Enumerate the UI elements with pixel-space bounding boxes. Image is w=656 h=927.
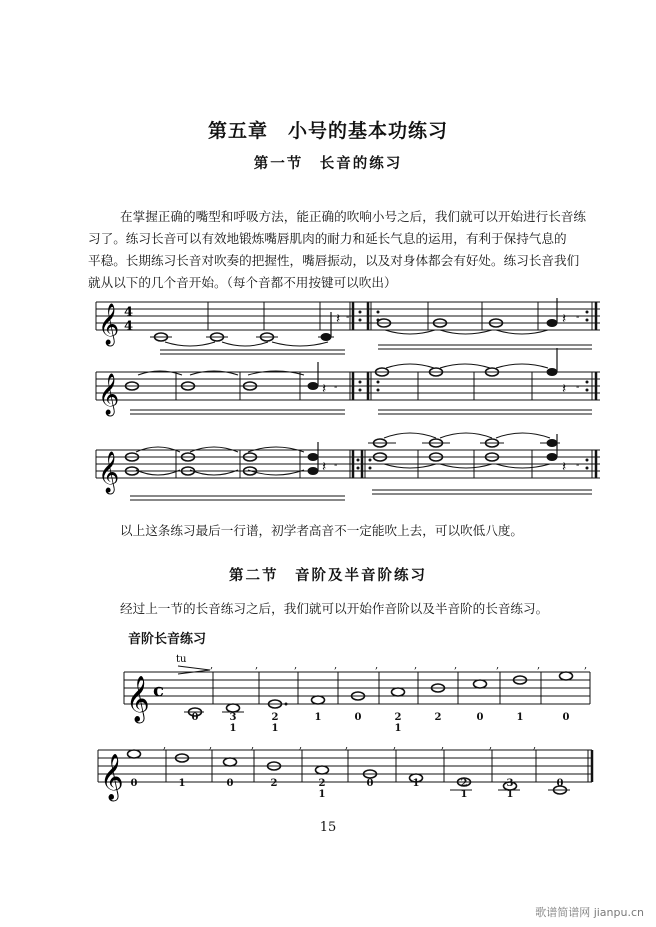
scale-exercise-label: 音阶长音练习 [128, 632, 207, 647]
time-sig-bottom: 4 [124, 319, 134, 334]
svg-text:,: , [496, 660, 500, 671]
svg-text:,: , [345, 740, 349, 751]
svg-text:,: , [299, 740, 303, 751]
page-number: 15 [319, 820, 337, 835]
svg-text:,: , [294, 660, 298, 671]
svg-text:-: - [346, 312, 350, 323]
time-sig-top: 4 [124, 305, 134, 320]
svg-text:,: , [251, 740, 255, 751]
paragraph-line: 就从以下的几个音开始。（每个音都不用按键可以吹出） [88, 275, 397, 290]
fingering-number: 0 [130, 778, 138, 789]
section-2-intro: 经过上一节的长音练习之后，我们就可以开始作音阶以及半音阶的长音练习。 [120, 601, 549, 616]
fingering-number: 1 [412, 778, 420, 789]
svg-text:,: , [209, 740, 213, 751]
fingering-number: 1 [178, 778, 186, 789]
paragraph-line: 在掌握正确的嘴型和呼吸方法，能正确的吹响小号之后，我们就可以开始进行长音练 [120, 209, 586, 224]
fingering-number: 0 [562, 712, 570, 723]
svg-text:,: , [255, 660, 259, 671]
svg-text:𝄞: 𝄞 [100, 754, 124, 800]
svg-text:𝄞: 𝄞 [98, 452, 120, 493]
fingering-number: 0 [354, 712, 362, 723]
svg-text:-: - [334, 460, 338, 471]
long-tone-staves [0, 290, 656, 520]
fingering-number: 1 [460, 789, 468, 800]
section-1-paragraph [88, 206, 600, 294]
fingering-number: 0 [366, 778, 374, 789]
fingering-number: 2 [434, 712, 442, 723]
svg-text:𝄽: 𝄽 [322, 459, 327, 475]
common-time: c [153, 680, 164, 701]
paragraph-line: 习了。练习长音可以有效地锻炼嘴唇肌肉的耐力和延长气息的运用，有利于保持气息的 [88, 231, 567, 246]
svg-text:,: , [489, 740, 493, 751]
fingering-number: 2 [318, 778, 326, 789]
fingering-number: 2 [271, 712, 279, 723]
fingering-number: 1 [506, 789, 514, 800]
fingering-number: 0 [226, 778, 234, 789]
svg-text:,: , [454, 660, 458, 671]
tu-syllable: tu [176, 654, 187, 665]
fingering-number: 2 [270, 778, 278, 789]
svg-text:,: , [393, 740, 397, 751]
svg-text:𝄞: 𝄞 [98, 374, 120, 415]
fingering-number: 1 [318, 789, 326, 800]
svg-text:,: , [584, 660, 588, 671]
fingering-number: 2 [460, 778, 468, 789]
fingering-number: 3 [229, 712, 237, 723]
svg-text:-: - [576, 460, 580, 471]
svg-text:𝄞: 𝄞 [98, 304, 120, 345]
svg-text:-: - [576, 312, 580, 323]
svg-text:𝄽: 𝄽 [322, 381, 327, 397]
fingering-number: 0 [556, 778, 564, 789]
svg-text:,: , [375, 660, 379, 671]
svg-text:,: , [441, 740, 445, 751]
fingering-number: 1 [516, 712, 524, 723]
fingering-number: 1 [271, 723, 279, 734]
svg-text:,: , [163, 740, 167, 751]
fingering-number: 3 [506, 778, 514, 789]
scale-staves [0, 650, 656, 810]
exercise-note: 以上这条练习最后一行谱，初学者高音不一定能吹上去，可以吹低八度。 [120, 523, 523, 538]
svg-text:,: , [334, 660, 338, 671]
fingering-number: 1 [314, 712, 322, 723]
svg-text:𝄽: 𝄽 [336, 311, 341, 327]
svg-text:𝄽: 𝄽 [562, 311, 567, 327]
chapter-title: 第五章 小号的基本功练习 [207, 120, 448, 142]
paragraph-line: 平稳。长期练习长音对吹奏的把握性，嘴唇振动，以及对身体都会有好处。练习长音我们 [88, 253, 580, 268]
section-2-title: 第二节 音阶及半音阶练习 [229, 568, 427, 584]
watermark: 歌谱简谱网 jianpu.cn [535, 906, 644, 919]
svg-text:-: - [334, 382, 338, 393]
svg-text:,: , [210, 660, 214, 671]
svg-text:𝄞: 𝄞 [126, 676, 150, 722]
fingering-number: 1 [229, 723, 237, 734]
svg-text:-: - [576, 382, 580, 393]
svg-text:𝄽: 𝄽 [562, 381, 567, 397]
fingering-number: 0 [191, 712, 199, 723]
fingering-number: 1 [394, 723, 402, 734]
fingering-number: 2 [394, 712, 402, 723]
section-1-title: 第一节 长音的练习 [253, 156, 403, 172]
svg-text:,: , [537, 660, 541, 671]
svg-text:𝄽: 𝄽 [562, 459, 567, 475]
staff-1-fingerings [192, 712, 570, 734]
svg-text:,: , [414, 660, 418, 671]
svg-text:,: , [533, 740, 537, 751]
staff-2-fingerings [131, 778, 564, 800]
fingering-number: 0 [476, 712, 484, 723]
